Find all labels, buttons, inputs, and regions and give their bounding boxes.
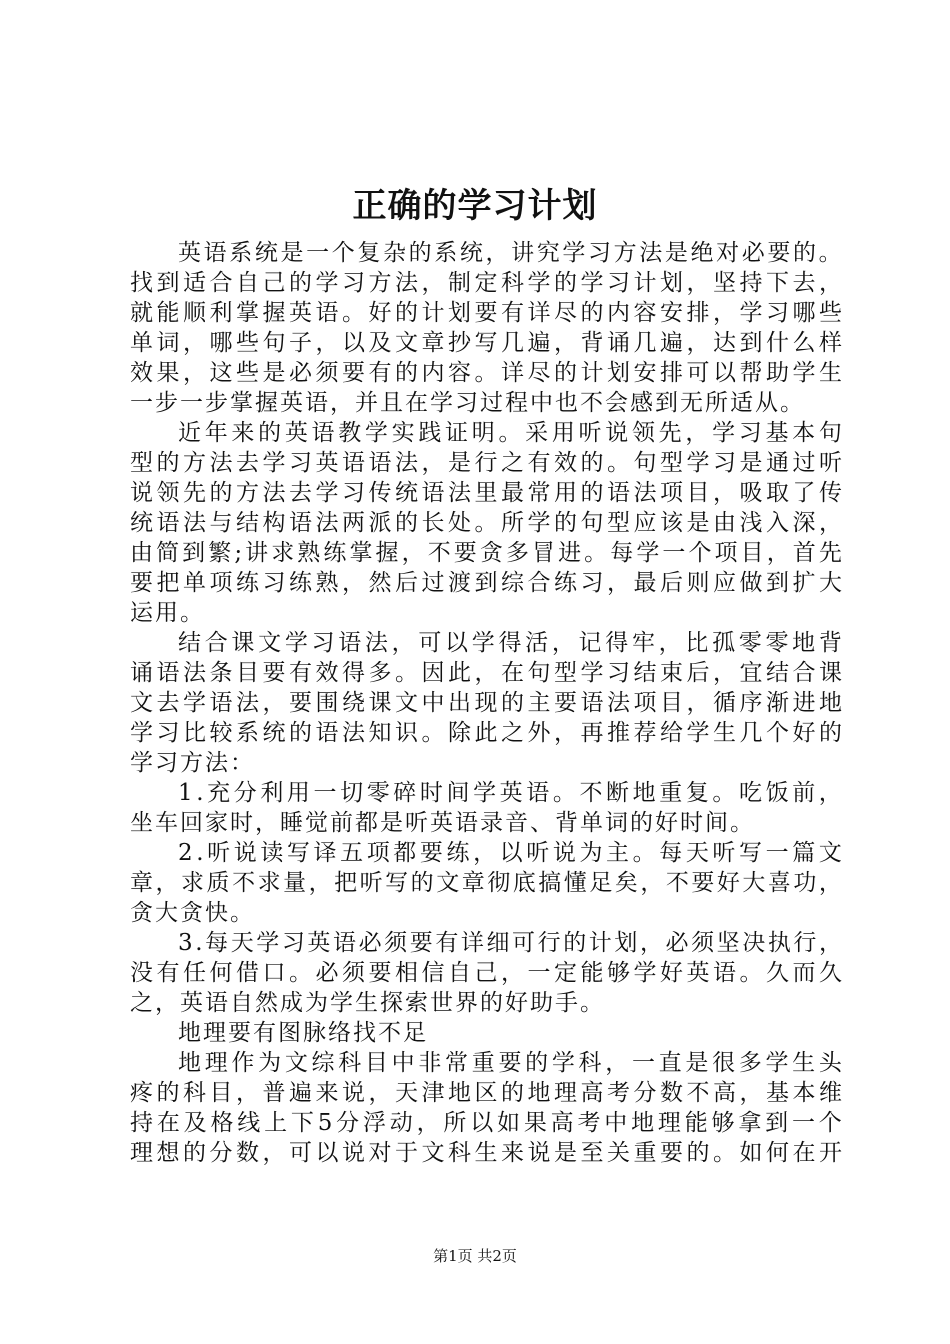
text-line: 1 . 充 分 利 用 一 切 零 碎 时 间 学 英 语 。 不 断 地 重 复 。 吃 饭 前 ，: [178, 780, 842, 806]
text-line: 文 去 学 语 法 ， 要 围 绕 课 文 中 出 现 的 主 要 语 法 项 目 ， 循 序 渐 进 地: [130, 690, 842, 716]
text-line: 效 果 ， 这 些 是 必 须 要 有 的 内 容 。 详 尽 的 计 划 安 排 可 以 帮 助 学 生: [130, 360, 842, 386]
text-line: 近 年 来 的 英 语 教 学 实 践 证 明 。 采 用 听 说 领 先 ， 学 习 基 本 句: [178, 420, 842, 446]
text-line: 3 . 每 天 学 习 英 语 必 须 要 有 详 细 可 行 的 计 划 ， 必 须 坚 决 执 行 ，: [178, 930, 842, 956]
document-title: 正确的学习计划: [352, 186, 598, 226]
text-line: 贪大贪快。: [130, 900, 255, 926]
text-line: 理 想 的 分 数 ， 可 以 说 对 于 文 科 生 来 说 是 至 关 重 要 的 。 如 何 在 开: [130, 1140, 842, 1166]
text-line: 学习方法：: [130, 750, 255, 776]
text-line: 统 语 法 与 结 构 语 法 两 派 的 长 处 。 所 学 的 句 型 应 该 是 由 浅 入 深 ，: [130, 510, 842, 536]
text-line: 诵 语 法 条 目 要 有 效 得 多 。 因 此 ， 在 句 型 学 习 结 束 后 ， 宜 结 合 课: [130, 660, 842, 686]
text-line: 结 合 课 文 学 习 语 法 ， 可 以 学 得 活 ， 记 得 牢 ， 比 孤 零 零 地 背: [178, 630, 842, 656]
text-line: 章 ， 求 质 不 求 量 ， 把 听 写 的 文 章 彻 底 搞 懂 足 矣 ， 不 要 好 大 喜 功 ，: [130, 870, 842, 896]
text-line: 就 能 顺 利 掌 握 英 语 。 好 的 计 划 要 有 详 尽 的 内 容 安 排 ， 学 习 哪 些: [130, 300, 842, 326]
text-line: 疼 的 科 目 ， 普 遍 来 说 ， 天 津 地 区 的 地 理 高 考 分 数 不 高 ， 基 本 维: [130, 1080, 842, 1106]
text-line: 运用。: [130, 600, 205, 626]
text-line: 由 简 到 繁 ; 讲 求 熟 练 掌 握 ， 不 要 贪 多 冒 进 。 每 学 一 个 项 目 ， 首 先: [130, 540, 842, 566]
text-line: 型 的 方 法 去 学 习 英 语 语 法 ， 是 行 之 有 效 的 。 句 型 学 习 是 通 过 听: [130, 450, 842, 476]
text-line: 坐车回家时，睡觉前都是听英语录音、背单词的好时间。: [130, 810, 755, 836]
text-line: 英 语 系 统 是 一 个 复 杂 的 系 统 ， 讲 究 学 习 方 法 是 绝 对 必 要 的 。: [178, 240, 842, 266]
text-line: 之，英语自然成为学生探索世界的好助手。: [130, 990, 605, 1016]
text-line: 地理要有图脉络找不足: [178, 1020, 428, 1046]
page-footer: 第1页 共2页: [433, 1247, 517, 1265]
text-line: 学 习 比 较 系 统 的 语 法 知 识 。 除 此 之 外 ， 再 推 荐 给 学 生 几 个 好 的: [130, 720, 842, 746]
text-line: 单 词 ， 哪 些 句 子 ， 以 及 文 章 抄 写 几 遍 ， 背 诵 几 遍 ， 达 到 什 么 样: [130, 330, 842, 356]
text-line: 找 到 适 合 自 己 的 学 习 方 法 ， 制 定 科 学 的 学 习 计 划 ， 坚 持 下 去 ，: [130, 270, 842, 296]
text-line: 地 理 作 为 文 综 科 目 中 非 常 重 要 的 学 科 ， 一 直 是 很 多 学 生 头: [178, 1050, 842, 1076]
text-line: 2 . 听 说 读 写 译 五 项 都 要 练 ， 以 听 说 为 主 。 每 天 听 写 一 篇 文: [178, 840, 842, 866]
document-body: [130, 238, 842, 1168]
text-line: 要 把 单 项 练 习 练 熟 ， 然 后 过 渡 到 综 合 练 习 ， 最 后 则 应 做 到 扩 大: [130, 570, 842, 596]
text-line: 没 有 任 何 借 口 。 必 须 要 相 信 自 己 ， 一 定 能 够 学 好 英 语 。 久 而 久: [130, 960, 842, 986]
text-line: 说 领 先 的 方 法 去 学 习 传 统 语 法 里 最 常 用 的 语 法 项 目 ， 吸 取 了 传: [130, 480, 842, 506]
text-line: 持 在 及 格 线 上 下 5 分 浮 动 ， 所 以 如 果 高 考 中 地 理 能 够 拿 到 一 个: [130, 1110, 842, 1136]
text-line: 一步一步掌握英语，并且在学习过程中也不会感到无所适从。: [130, 390, 805, 416]
